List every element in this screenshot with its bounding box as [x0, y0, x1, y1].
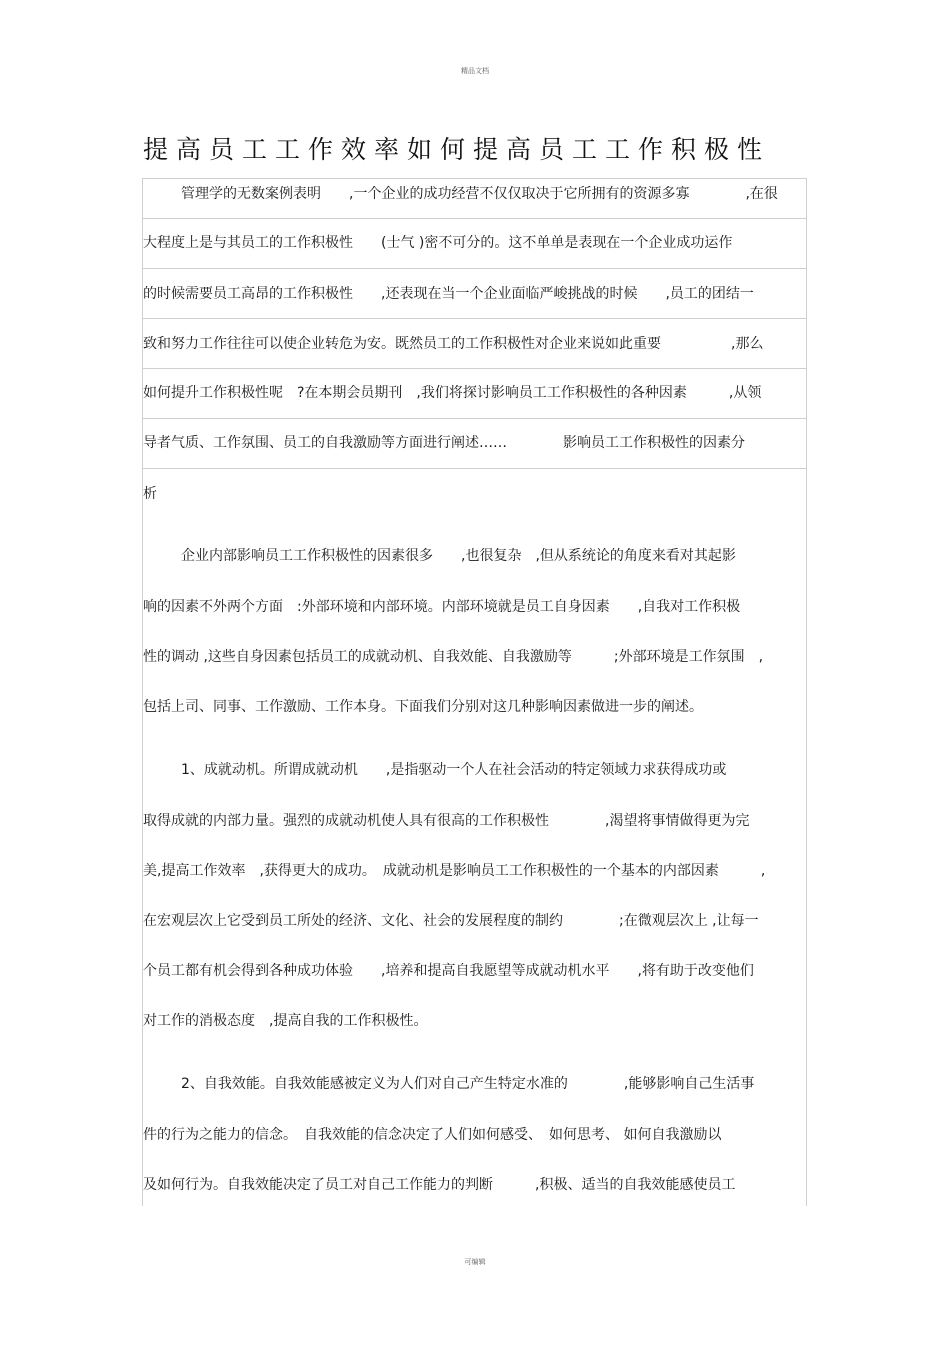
text-line: 1、成就动机。所谓成就动机 ,是指驱动一个人在社会活动的特定领域力求获得成功或	[181, 762, 727, 778]
text-line: 件的行为之能力的信念。 自我效能的信念决定了人们如何感受、 如何思考、 如何自我激励以	[143, 1127, 722, 1143]
text-line: 的时候需要员工高昂的工作积极性 ,还表现在当一个企业面临严峻挑战的时候 ,员工的团结一	[143, 286, 754, 302]
text-frame-rule-3	[142, 318, 807, 319]
text-frame-rule-1	[142, 218, 807, 219]
text-line: 美,提高工作效率 ,获得更大的成功。 成就动机是影响员工工作积极性的一个基本的内部因素 ,	[143, 863, 766, 879]
text-line: 取得成就的内部力量。强烈的成就动机使人具有很高的工作积极性 ,渴望将事情做得更为完	[143, 813, 750, 829]
text-line: 如何提升工作积极性呢 ?在本期会员期刊 ,我们将探讨影响员工工作积极性的各种因素 ,从领	[143, 385, 762, 401]
page-footer-label: 可编辑	[464, 1258, 486, 1266]
text-frame-rule-4	[142, 368, 807, 369]
text-line: 致和努力工作往往可以使企业转危为安。既然员工的工作积极性对企业来说如此重要 ,那么	[143, 336, 764, 352]
text-line: 包括上司、同事、工作激励、工作本身。下面我们分别对这几种影响因素做进一步的阐述。	[143, 699, 703, 715]
text-frame-right	[806, 178, 807, 1206]
text-line: 个员工都有机会得到各种成功体验 ,培养和提高自我愿望等成就动机水平 ,将有助于改变他们	[143, 963, 754, 979]
text-line: 析	[143, 486, 157, 502]
text-frame-rule-6	[142, 468, 807, 469]
text-line: 在宏观层次上它受到员工所处的经济、文化、社会的发展程度的制约 ;在微观层次上 ,让每一	[143, 913, 759, 929]
text-line: 管理学的无数案例表明 ,一个企业的成功经营不仅仅取决于它所拥有的资源多寡 ,在很	[181, 186, 778, 202]
text-line: 企业内部影响员工工作积极性的因素很多 ,也很复杂 ,但从系统论的角度来看对其起影	[181, 548, 736, 564]
text-line: 2、自我效能。自我效能感被定义为人们对自己产生特定水准的 ,能够影响自己生活事	[181, 1076, 755, 1092]
text-line: 导者气质、工作氛围、员工的自我激励等方面进行阐述…… 影响员工工作积极性的因素分	[143, 435, 745, 451]
text-line: 大程度上是与其员工的工作积极性 (士气 )密不可分的。这不单单是表现在一个企业成功运作	[143, 235, 733, 251]
text-frame-top	[142, 178, 807, 179]
text-frame-rule-5	[142, 418, 807, 419]
text-frame-left	[142, 178, 143, 1206]
text-line: 及如何行为。自我效能决定了员工对自己工作能力的判断 ,积极、适当的自我效能感使员工	[143, 1177, 736, 1193]
page-header-label: 精品文档	[461, 67, 489, 75]
text-frame-rule-2	[142, 268, 807, 269]
text-line: 响的因素不外两个方面 :外部环境和内部环境。内部环境就是员工自身因素 ,自我对工作积极	[143, 599, 741, 615]
text-line: 性的调动 ,这些自身因素包括员工的成就动机、自我效能、自我激励等 ;外部环境是工作氛围 ,	[143, 649, 764, 665]
document-title: 提高员工工作效率如何提高员工工作积极性	[143, 135, 771, 164]
text-line: 对工作的消极态度 ,提高自我的工作积极性。	[143, 1013, 428, 1029]
